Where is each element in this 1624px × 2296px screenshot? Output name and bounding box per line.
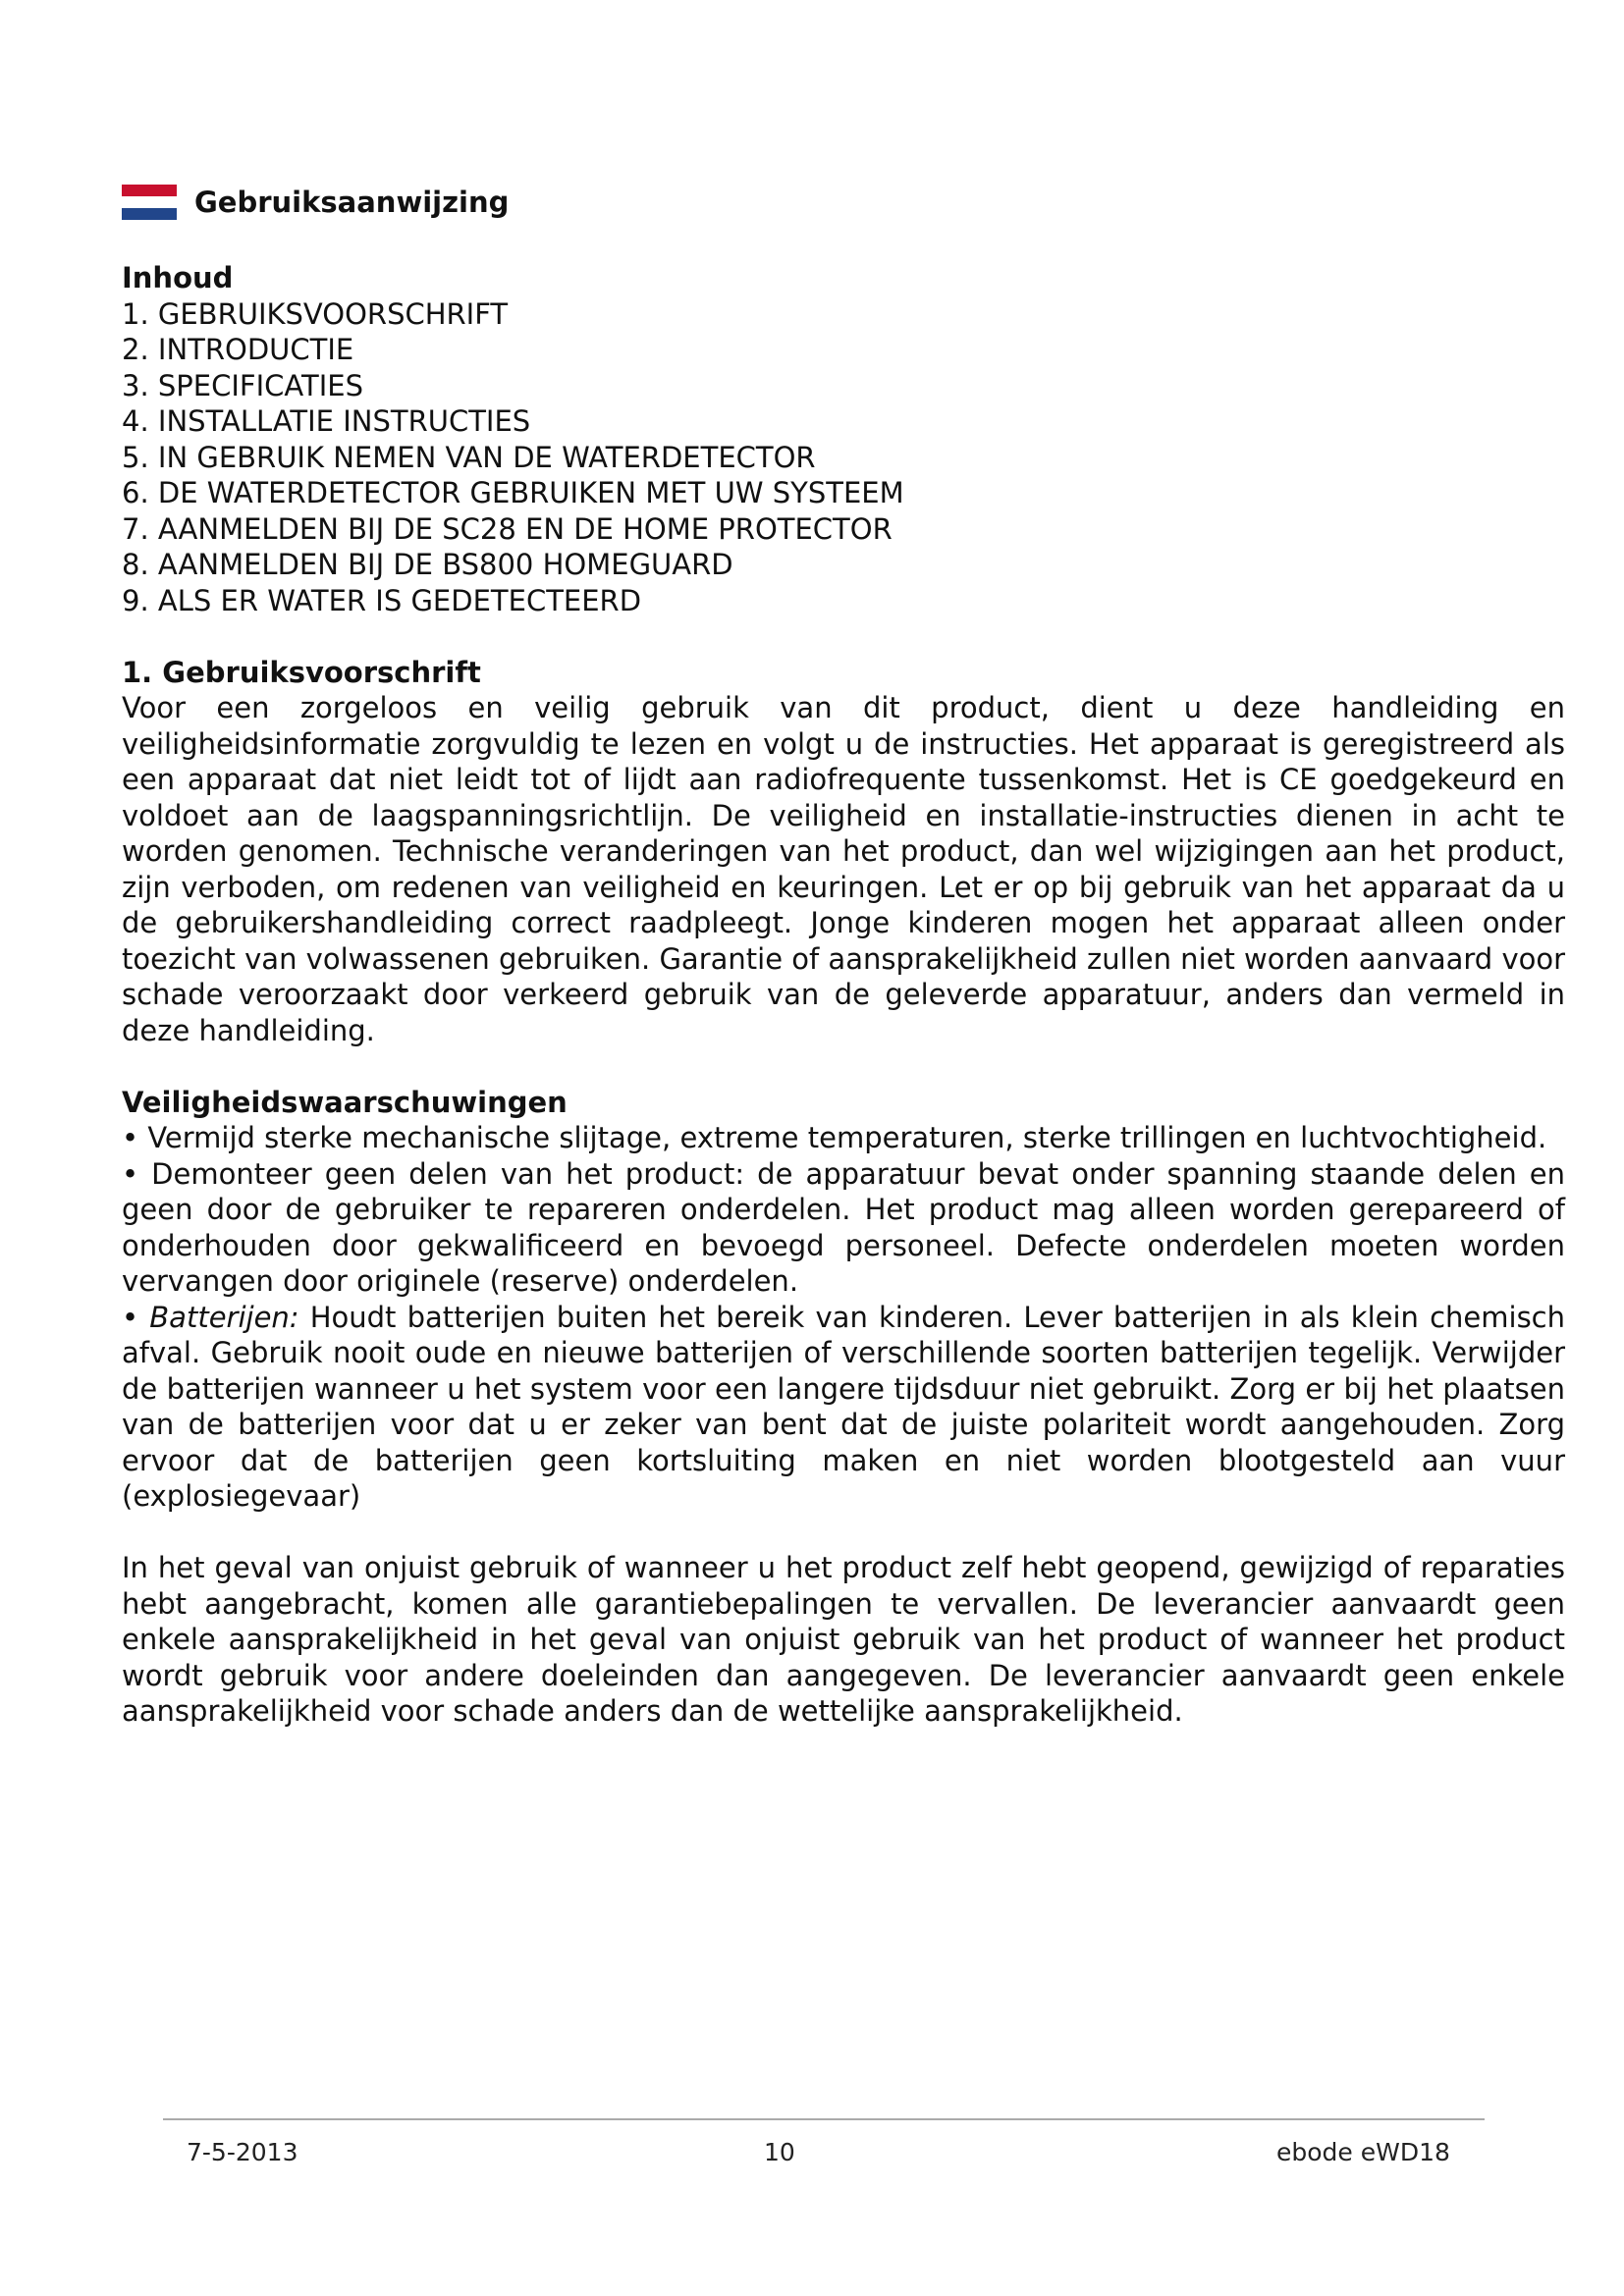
- toc-item: 3. SPECIFICATIES: [122, 368, 363, 402]
- footer-date: 7-5-2013: [187, 2138, 298, 2166]
- toc-item: 2. INTRODUCTIE: [122, 333, 354, 366]
- document-title: Gebruiksaanwijzing: [194, 186, 510, 219]
- toc-item: 7. AANMELDEN BIJ DE SC28 EN DE HOME PROTECTOR: [122, 511, 893, 546]
- toc-heading: Inhoud: [122, 261, 234, 294]
- footer-divider: [163, 2118, 1485, 2120]
- safety-heading: Veiligheidswaarschuwingen: [122, 1085, 568, 1119]
- flag-stripe-blue: [122, 208, 177, 220]
- bullet-label: Batterijen:: [149, 1300, 299, 1334]
- footer-page-number: 10: [764, 2138, 795, 2166]
- footer-product: ebode eWD18: [1276, 2138, 1450, 2166]
- safety-bullet: • Demonteer geen delen van het product: de apparatuur bevat onder spanning staande delen en geen door de gebruiker te repareren onderdelen. Het product mag alleen worden gerepareerd of onderhouden door gekwalificeerd en bevoegd personeel. Defecte onderdelen moeten worden vervangen door originele (reserve) onderdelen.: [122, 1156, 1565, 1298]
- toc-item: 8. AANMELDEN BIJ DE BS800 HOMEGUARD: [122, 548, 733, 581]
- toc-item: 9. ALS ER WATER IS GEDETECTEERD: [122, 583, 642, 617]
- safety-bullet-batteries: [122, 1300, 1565, 1515]
- warranty-paragraph: In het geval van onjuist gebruik of wanneer u het product zelf hebt geopend, gewijzigd of reparaties hebt aangebracht, komen alle garantiebepalingen te vervallen. De leverancier aanvaardt geen enkele aansprakelijkheid in het geval van onjuist gebruik van het product of wanneer het product wordt gebruik voor andere doeleinden dan aangegeven. De leverancier aanvaardt geen enkele aansprakelijkheid voor schade anders dan de wettelijke aansprakelijkheid.: [122, 1551, 1565, 1728]
- toc-item: 1. GEBRUIKSVOORSCHRIFT: [122, 296, 509, 331]
- flag-stripe-white: [122, 196, 177, 208]
- table-of-contents: [122, 296, 1565, 619]
- document-body: [122, 260, 1565, 1730]
- section-heading-gebruiksvoorschrift: 1. Gebruiksvoorschrift: [122, 655, 481, 689]
- toc-item: 4. INSTALLATIE INSTRUCTIES: [122, 404, 531, 438]
- toc-item: 6. DE WATERDETECTOR GEBRUIKEN MET UW SYSTEEM: [122, 476, 904, 509]
- flag-stripe-red: [122, 185, 177, 196]
- section-paragraph: Voor een zorgeloos en veilig gebruik van dit product, dient u deze handleiding en veiligheidsinformatie zorgvuldig te lezen en volgt u de instructies. Het apparaat is geregistreerd als een apparaat dat niet leidt tot of lijdt aan radiofrequente tussenkomst. Het is CE goedgekeurd en voldoet aan de laagspanningsrichtlijn. De veiligheid en installatie-instructies dienen in acht te worden genomen. Technische veranderingen van het product, dan wel wijzigingen aan het product, zijn verboden, om redenen van veiligheid en keuringen. Let er op bij gebruik van het apparaat da u de gebruikershandleiding correct raadpleegt. Jonge kinderen mogen het apparaat alleen onder toezicht van volwassenen gebruiken. Garantie of aansprakelijkheid zullen niet worden aanvaard voor schade veroorzaakt door verkeerd gebruik van de geleverde apparatuur, anders dan vermeld in deze handleiding.: [122, 691, 1566, 1047]
- bullet-text: Houdt batterijen buiten het bereik van kinderen. Lever batterijen in als klein chemisch afval. Gebruik nooit oude en nieuwe batterijen of verschillende soorten batterijen tegelijk. Verwijder de batterijen wanneer u het system voor een langere tijdsduur niet gebruikt. Zorg er bij het plaatsen van de batterijen voor dat u er zeker van bent dat de juiste polariteit wordt aangehouden. Zorg ervoor dat de batterijen geen kortsluiting maken en niet worden blootgesteld aan vuur (explosiegevaar): [122, 1300, 1565, 1513]
- bullet-marker: •: [122, 1300, 150, 1334]
- toc-item: 5. IN GEBRUIK NEMEN VAN DE WATERDETECTOR: [122, 440, 816, 474]
- document-header: [122, 185, 509, 220]
- dutch-flag-icon: [122, 185, 177, 220]
- safety-bullet: • Vermijd sterke mechanische slijtage, extreme temperaturen, sterke trillingen en luchtvochtigheid.: [122, 1121, 1547, 1154]
